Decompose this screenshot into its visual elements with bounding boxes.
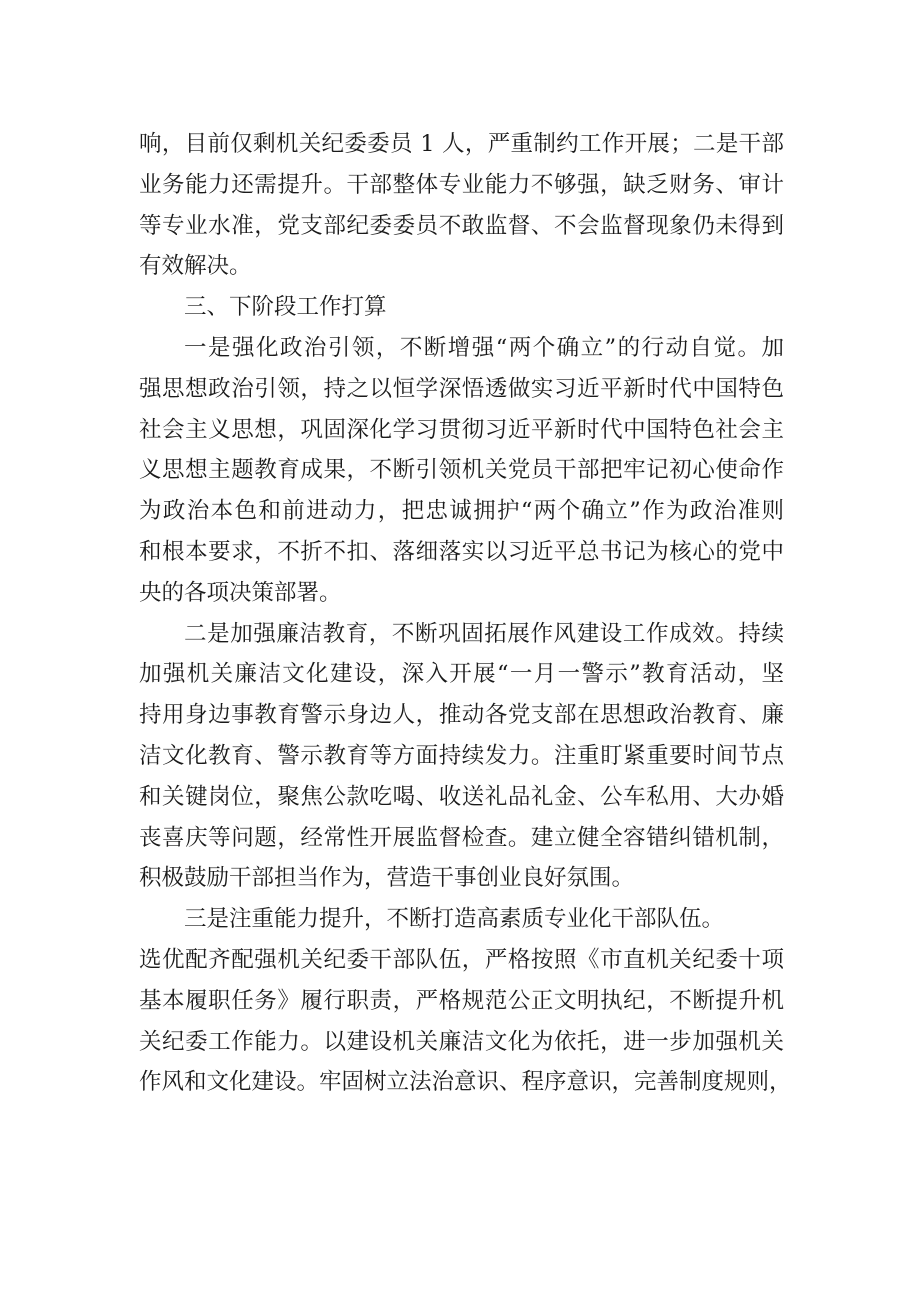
text-line: 选优配齐配强机关纪委干部队伍，严格按照《市直机关纪委十项 — [139, 946, 784, 973]
text-line: 加强机关廉洁文化建设，深入开展“一月一警示”教育活动，坚 — [139, 661, 784, 688]
text-line: 为政治本色和前进动力，把忠诚拥护“两个确立”作为政治准则 — [139, 498, 784, 525]
text-line: 央的各项决策部署。 — [139, 579, 342, 606]
text-line: 持用身边事教育警示身边人，推动各党支部在思想政治教育、廉 — [139, 702, 784, 729]
text-line: 响，目前仅剩机关纪委委员 1 人，严重制约工作开展；二是干部 — [139, 131, 784, 157]
paragraph-p4 — [139, 614, 784, 900]
text-line: 作风和文化建设。牢固树立法治意识、程序意识，完善制度规则， — [139, 1069, 792, 1096]
text-line: 社会主义思想，巩固深化学习贯彻习近平新时代中国特色社会主 — [139, 416, 784, 443]
text-line: 等专业水准，党支部纪委委员不敢监督、不会监督现象仍未得到 — [139, 212, 784, 239]
text-line: 和关键岗位，聚焦公款吃喝、收送礼品礼金、公车私用、大办婚 — [139, 783, 784, 810]
document-body — [139, 124, 792, 1103]
text-line: 基本履职任务》履行职责，严格规范公正文明执纪，不断提升机 — [139, 987, 784, 1014]
text-line: 丧喜庆等问题，经常性开展监督检查。建立健全容错纠错机制， — [139, 824, 784, 851]
text-line: 业务能力还需提升。干部整体专业能力不够强，缺乏财务、审计 — [139, 171, 784, 198]
text-line: 三是注重能力提升，不断打造高素质专业化干部队伍。 — [184, 906, 725, 933]
text-line: 洁文化教育、警示教育等方面持续发力。注重盯紧重要时间节点 — [139, 742, 784, 769]
paragraph-p1 — [139, 124, 784, 287]
paragraph-p5 — [139, 899, 784, 940]
text-line: 三、下阶段工作打算 — [184, 294, 387, 321]
paragraph-p3 — [139, 328, 784, 614]
text-line: 二是加强廉洁教育，不断巩固拓展作风建设工作成效。持续 — [184, 620, 784, 647]
paragraph-p2 — [139, 287, 784, 328]
paragraph-p6 — [139, 940, 792, 1103]
text-line: 积极鼓励干部担当作为，营造干事创业良好氛围。 — [139, 865, 635, 892]
text-line: 一是强化政治引领，不断增强“两个确立”的行动自觉。加 — [184, 334, 784, 361]
text-line: 强思想政治引领，持之以恒学深悟透做实习近平新时代中国特色 — [139, 375, 784, 402]
text-line: 关纪委工作能力。以建设机关廉洁文化为依托，进一步加强机关 — [139, 1028, 784, 1055]
text-line: 义思想主题教育成果，不断引领机关党员干部把牢记初心使命作 — [139, 457, 784, 484]
text-line: 有效解决。 — [139, 253, 252, 280]
text-line: 和根本要求，不折不扣、落细落实以习近平总书记为核心的党中 — [139, 538, 784, 565]
